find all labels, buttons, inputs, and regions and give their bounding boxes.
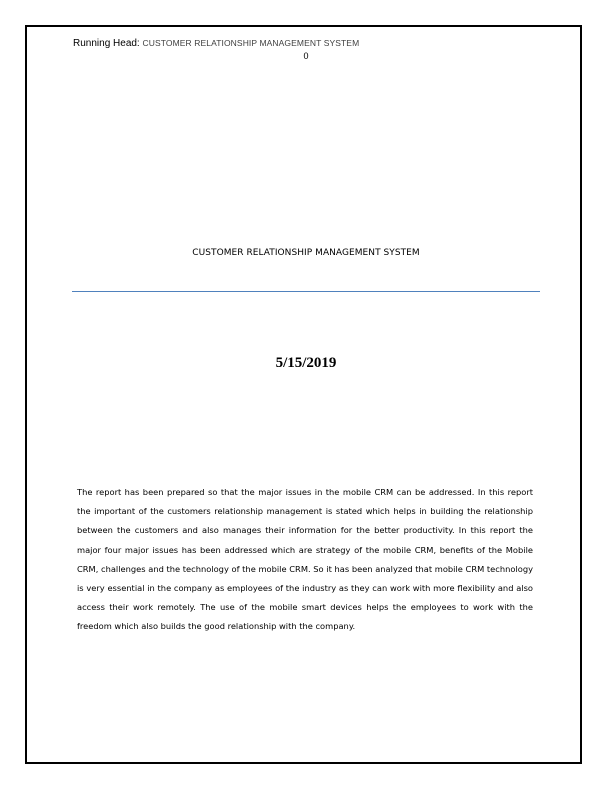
running-head bbox=[73, 38, 359, 49]
document-title: CUSTOMER RELATIONSHIP MANAGEMENT SYSTEM bbox=[192, 248, 420, 258]
document-date: 5/15/2019 bbox=[275, 355, 337, 371]
page-number: 0 bbox=[303, 51, 309, 61]
running-head-title: CUSTOMER RELATIONSHIP MANAGEMENT SYSTEM bbox=[142, 38, 360, 48]
title-divider bbox=[72, 291, 540, 292]
abstract-paragraph: The report has been prepared so that the major issues in the mobile CRM can be addressed. In this report the important of the customers relationship management is stated which helps in building the relationship between the customers and also manages their information for the better productivity. In this report the major four major issues has been addressed which are strategy of the mobile CRM, benefits of the Mobile CRM, challenges and the technology of the mobile CRM. So it has been analyzed that mobile CRM technology is very essential in the company as employees of the industry as they can work with more flexibility and also access their work remotely. The use of the mobile smart devices helps the employees to work with the freedom which also builds the good relationship with the company. bbox=[77, 487, 533, 632]
page-border bbox=[25, 25, 582, 764]
running-head-label: Running Head: bbox=[73, 38, 140, 49]
